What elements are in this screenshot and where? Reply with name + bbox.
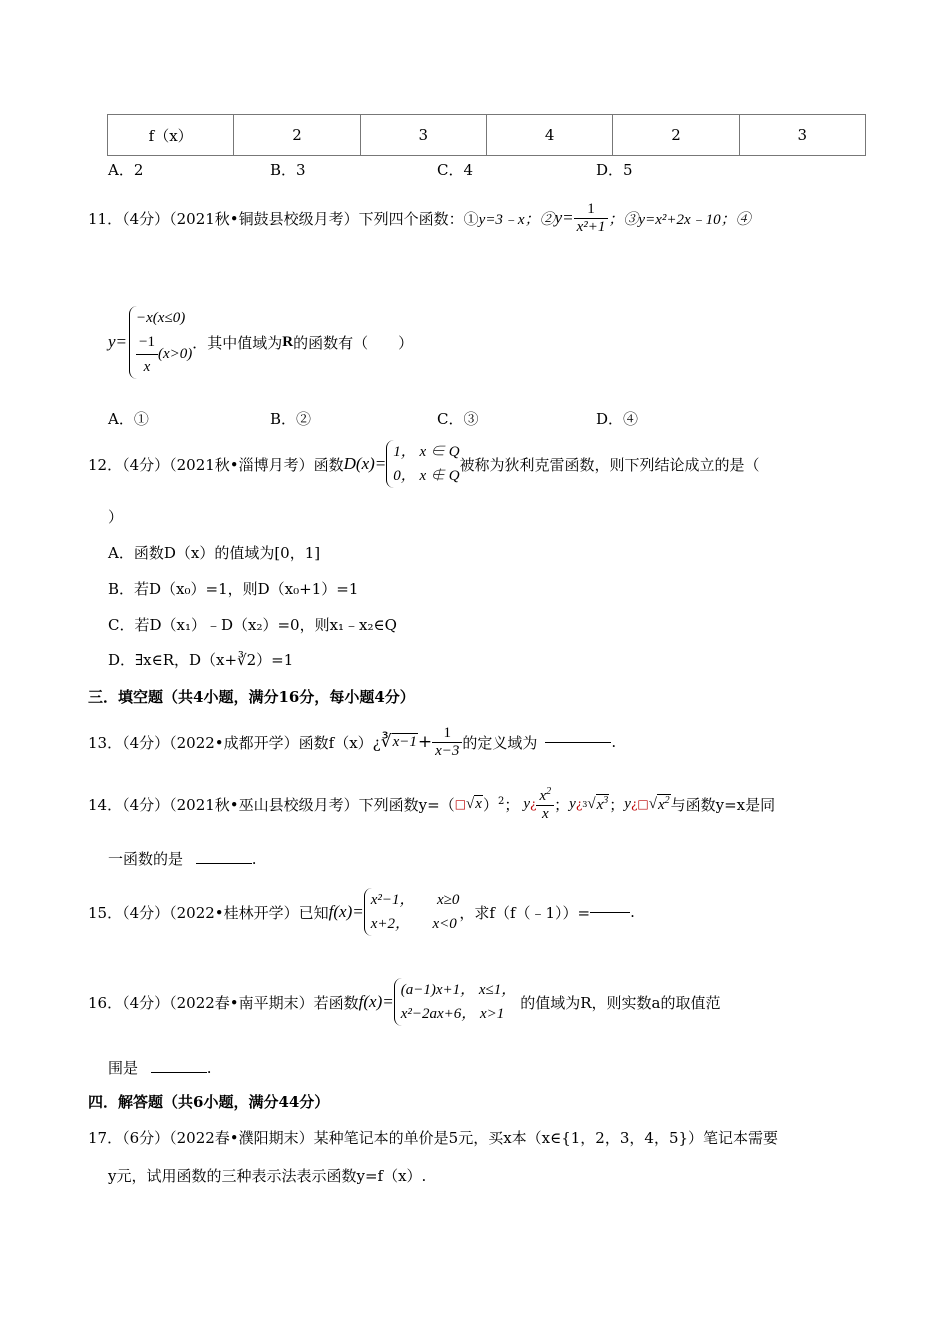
q14-end: . — [251, 850, 257, 868]
q16-answer-blank[interactable] — [151, 1072, 207, 1073]
q12-option-a: A．函数D（x）的值域为[0，1] — [108, 544, 321, 562]
q11-f2-lhs: y= — [554, 208, 574, 227]
q16-lhs: f(x)= — [358, 992, 394, 1011]
question-14: 14．（4分）（2021秋•巫山县校级月考）下列函数y=（ □ √ x ）$^2$； y ¿ $\frac{x^2}{x}$ ； y ¿ 3 √ $x^3$ ； y ¿ □ √ $x^2$ 与函数y=x是同 — [88, 785, 776, 822]
q11-prefix: 11．（4分）（2021秋•铜鼓县校级月考）下列四个函数：① — [88, 209, 479, 228]
q13-root: x−1 — [392, 734, 417, 750]
q11-f1: y=3﹣x；② — [478, 211, 555, 228]
question-13: 13．（4分）（2022•成都开学）函数f（x）¿ ∛ x−1 + $\frac{1}{x-3}$ 的定义域为 . — [88, 724, 617, 759]
q14-fraction: $\frac{x^2}{x}$ — [536, 786, 554, 823]
q11-piecewise-brace — [129, 306, 192, 379]
q13-prefix: 13．（4分）（2022•成都开学）函数f（x）¿ — [88, 733, 381, 752]
table-header-cell: f（x） — [108, 115, 234, 156]
q11-option-b: B．② — [270, 410, 312, 428]
q13-fraction — [432, 725, 462, 760]
question-15 — [88, 884, 635, 940]
q11-f2-numerator: 1 — [587, 200, 595, 217]
q11-suffix: ．其中值域为 — [192, 333, 283, 352]
q10-option-a: A．2 — [108, 161, 144, 179]
q10-option-c: C．4 — [437, 161, 474, 179]
q12-case-2: 0， x ∉ Q — [393, 468, 460, 484]
table-cell: 2 — [234, 115, 360, 156]
question-12-stem — [88, 440, 760, 488]
q12-brace — [386, 440, 459, 488]
q16-suffix: 的值域为R，则实数a的取值范 — [520, 993, 721, 1012]
q11-suffix-2: 的函数有（ ） — [293, 333, 414, 352]
q11-f2-denominator: x²+1 — [574, 218, 609, 236]
q11-f3: ；③y=x²+2x﹣10；④ — [608, 211, 751, 228]
q11-R: R — [282, 333, 294, 350]
q16-case-2: x²−2ax+6， x>1 — [400, 1006, 505, 1022]
q15-prefix: 15．（4分）（2022•桂林开学）已知 — [88, 903, 329, 922]
table-cell: 2 — [613, 115, 739, 156]
question-17-line-2: y元，试用函数的三种表示法表示函数y=f（x）. — [108, 1167, 427, 1185]
q16-case-1: (a−1)x+1， x≤1， — [400, 982, 517, 998]
table-cell: 3 — [739, 115, 865, 156]
q11-piece-2-numerator: −1 — [139, 333, 155, 350]
question-16 — [88, 974, 721, 1030]
question-16-line-2 — [108, 1057, 212, 1078]
table-cell: 3 — [360, 115, 486, 156]
question-14-line-2 — [108, 848, 257, 869]
q16-end: . — [206, 1059, 212, 1077]
q12-case-1: 1， x ∈ Q — [393, 444, 460, 460]
q12-option-d: D．∃x∈R，D（x+∛2）=1 — [108, 651, 294, 669]
table-cell: 4 — [486, 115, 612, 156]
q12-suffix: 被称为狄利克雷函数，则下列结论成立的是（ — [459, 455, 760, 474]
question-17-line-1: 17．（6分）（2022春•濮阳期末）某种笔记本的单价是5元，买x本（x∈{1，2，3，4，5}）笔记本需要 — [88, 1129, 779, 1147]
q15-suffix: ，求f（f（﹣1））= — [459, 903, 591, 922]
q16-line-2-text: 围是 — [108, 1059, 139, 1077]
q15-case-1: x²−1， x≥0 — [370, 892, 460, 908]
q13-denominator: x−3 — [432, 742, 462, 760]
q11-piece-2-fraction — [136, 330, 158, 379]
q14-answer-blank[interactable] — [196, 863, 252, 864]
q12-prefix: 12．（4分）（2021秋•淄博月考）函数 — [88, 455, 344, 474]
q15-lhs: f(x)= — [328, 902, 364, 921]
q15-brace — [364, 888, 460, 936]
q11-piece-2-condition: (x>0) — [158, 346, 193, 362]
q13-end: . — [611, 733, 617, 751]
q13-answer-blank[interactable] — [545, 742, 611, 743]
q10-option-b: B．3 — [270, 161, 306, 179]
question-11-stem — [88, 196, 751, 240]
q14-line-2-text: 一函数的是 — [108, 850, 184, 868]
q11-option-a: A．① — [108, 410, 149, 428]
question-11-piecewise: y= −x(x≤0) $\frac{-1}{x}$ (x>0) ．其中值域为 R 的函数有（ ） — [108, 306, 413, 378]
q15-case-2: x+2， x<0 — [370, 916, 457, 932]
q10-option-d: D．5 — [596, 161, 633, 179]
value-table — [107, 114, 866, 156]
q14-prefix: 14．（4分）（2021秋•巫山县校级月考）下列函数y=（ — [88, 795, 455, 814]
q11-option-d: D．④ — [596, 410, 639, 428]
section-4-heading: 四．解答题（共6小题，满分44分） — [88, 1093, 330, 1111]
q12-fname: D(x)= — [343, 454, 387, 473]
q16-prefix: 16．（4分）（2022春•南平期末）若函数 — [88, 993, 359, 1012]
section-3-heading: 三．填空题（共4小题，满分16分，每小题4分） — [88, 688, 415, 706]
q11-piece-1: −x(x≤0) — [136, 309, 186, 326]
table-row — [108, 115, 866, 156]
q16-brace — [394, 978, 517, 1026]
q15-end: . — [630, 903, 635, 921]
q11-option-c: C．③ — [437, 410, 479, 428]
q13-plus: + — [417, 732, 433, 752]
q11-f2-fraction — [574, 201, 609, 236]
q12-option-b: B．若D（x₀）=1，则D（x₀+1）=1 — [108, 580, 359, 598]
q13-suffix: 的定义域为 — [462, 733, 538, 752]
q11-piece-2-denominator: x — [136, 354, 158, 379]
q14-rest: 与函数y=x是同 — [670, 795, 776, 814]
q13-numerator: 1 — [443, 724, 451, 741]
q12-close: ） — [108, 508, 124, 526]
q12-option-c: C．若D（x₁）﹣D（x₂）=0，则x₁﹣x₂∈Q — [108, 616, 397, 634]
q15-answer-blank[interactable] — [590, 912, 630, 913]
